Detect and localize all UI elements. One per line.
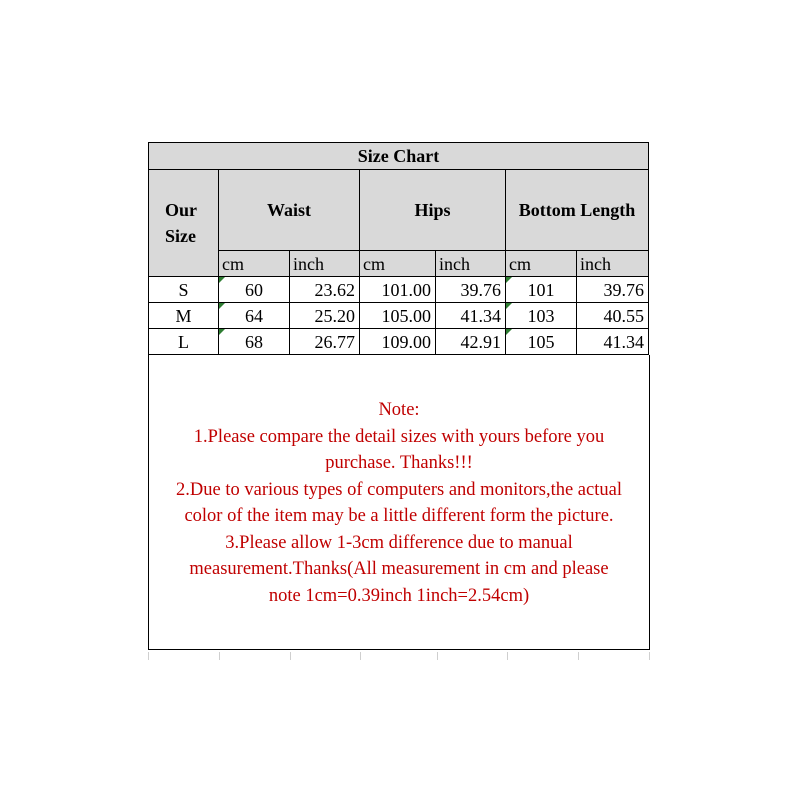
unit-length-cm: cm [506, 251, 577, 277]
hips-cm-cell: 109.00 [360, 329, 436, 355]
length-inch-cell: 40.55 [577, 303, 649, 329]
waist-cm-cell: 68 [219, 329, 290, 355]
waist-inch-cell: 23.62 [290, 277, 360, 303]
size-chart-table [148, 142, 649, 355]
hips-inch-cell: 41.34 [436, 303, 506, 329]
note-line: color of the item may be a little different form the picture. [184, 506, 614, 526]
note-line: 3.Please allow 1-3cm difference due to manual [225, 532, 573, 553]
length-cm-cell: 103 [506, 303, 577, 329]
unit-waist-cm: cm [219, 251, 290, 277]
size-chart-sheet [148, 142, 650, 650]
size-cell: S [149, 277, 219, 303]
hips-cm-cell: 101.00 [360, 277, 436, 303]
bottom-length-header: Bottom Length [506, 170, 649, 251]
waist-inch-cell: 25.20 [290, 303, 360, 329]
waist-cm-cell: 60 [219, 277, 290, 303]
size-cell: M [149, 303, 219, 329]
note-line: 2.Due to various types of computers and monitors,the actual [176, 479, 622, 500]
unit-waist-inch: inch [290, 251, 360, 277]
hips-header: Hips [360, 170, 506, 251]
length-inch-cell: 39.76 [577, 277, 649, 303]
our-size-header-line1: Our [165, 199, 198, 220]
hips-inch-cell: 42.91 [436, 329, 506, 355]
hips-cm-cell: 105.00 [360, 303, 436, 329]
waist-cm-cell: 64 [219, 303, 290, 329]
note-line: 1.Please compare the detail sizes with yours before you [193, 426, 605, 447]
length-cm-cell: 101 [506, 277, 577, 303]
unit-hips-inch: inch [436, 251, 506, 277]
note-line: note 1cm=0.39inch 1inch=2.54cm) [268, 585, 530, 606]
length-inch-cell: 41.34 [577, 329, 649, 355]
note-text [149, 397, 649, 609]
note-heading: Note: [378, 400, 420, 420]
waist-header: Waist [219, 170, 360, 251]
note-line: purchase. Thanks!!! [325, 453, 473, 473]
size-cell: L [149, 329, 219, 355]
table-row [149, 303, 649, 329]
unit-hips-cm: cm [360, 251, 436, 277]
length-cm-cell: 105 [506, 329, 577, 355]
note-line: measurement.Thanks(All measurement in cm and please [189, 559, 609, 579]
waist-inch-cell: 26.77 [290, 329, 360, 355]
unit-length-inch: inch [577, 251, 649, 277]
table-row [149, 277, 649, 303]
hips-inch-cell: 39.76 [436, 277, 506, 303]
our-size-header [149, 170, 219, 277]
note-box [148, 355, 650, 650]
spreadsheet-gridline-marks [148, 652, 650, 660]
our-size-header-line2: Size [165, 226, 196, 246]
table-row [149, 329, 649, 355]
chart-title: Size Chart [149, 143, 649, 170]
